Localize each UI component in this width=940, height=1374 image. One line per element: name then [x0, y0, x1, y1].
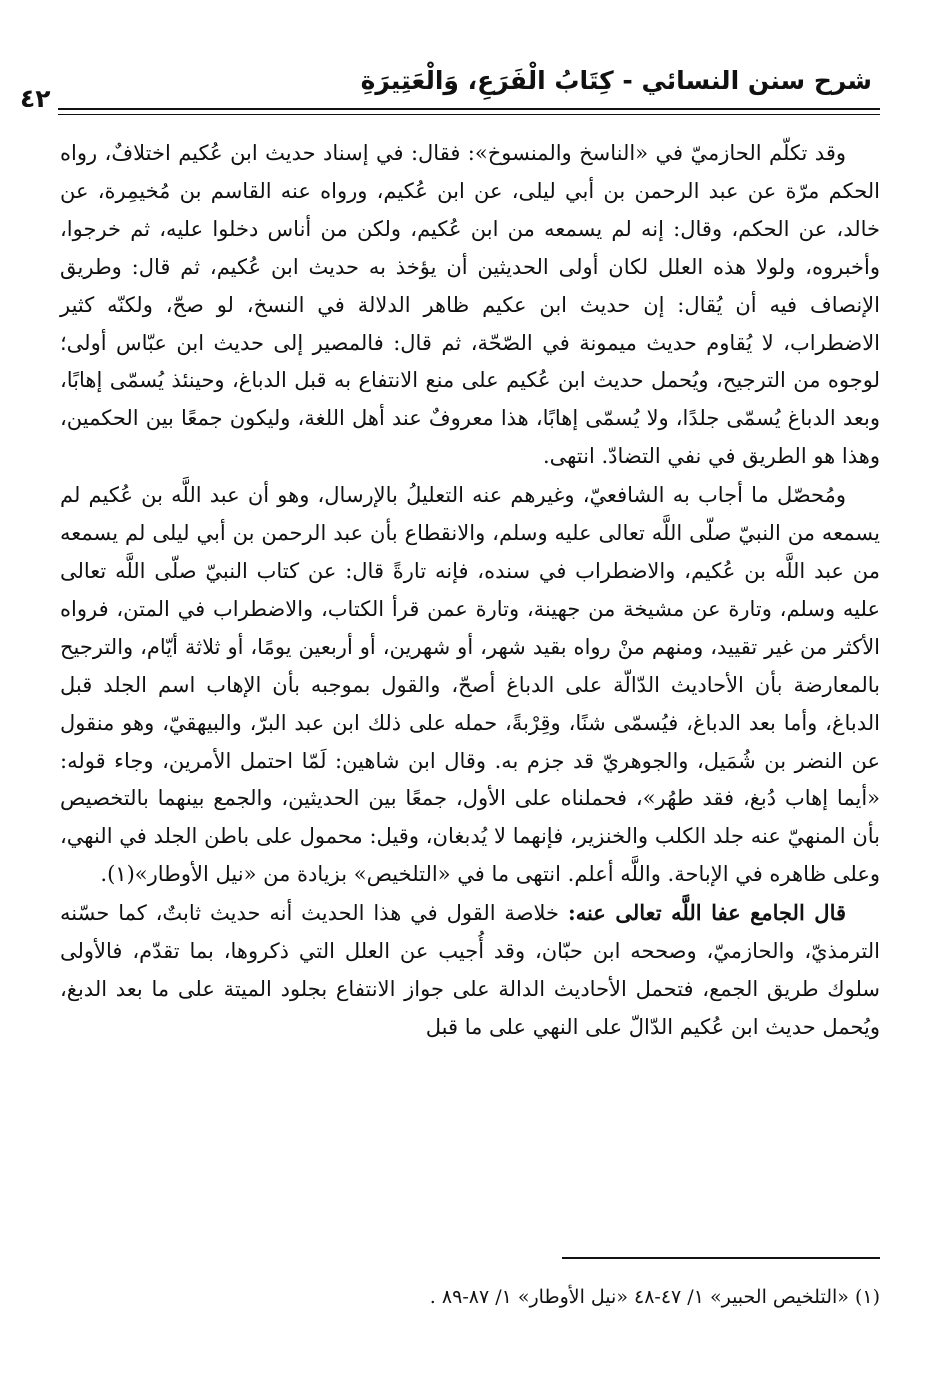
paragraph [60, 476, 880, 894]
paragraph [60, 894, 880, 1047]
page-header [58, 58, 880, 114]
footnote-separator [562, 1257, 880, 1259]
running-title: شرح سنن النسائي - كِتَابُ الْفَرَعِ، وَالْعَتِيرَةِ [360, 66, 872, 95]
paragraph [60, 134, 880, 476]
body-text [60, 134, 880, 1047]
page-number: ٤٢ [20, 84, 51, 113]
paragraph-text: خلاصة القول في هذا الحديث أنه حديث ثابتٌ، كما حسّنه الترمذيّ، والحازميّ، وصححه ابن حبّان، وقد أُجيب عن العلل التي ذكروها، بما تقدّم، فالأولى سلوك طريق الجمع، فتحمل الأحاديث الدالة على جواز الانتفاع بجلود الميتة على ما بعد الدبغ، ويُحمل حديث ابن عُكيم الدّالّ على النهي على ما قبل [60, 901, 880, 1039]
footnote: (١) «التلخيص الحبير» ١/ ٤٧-٤٨ «نيل الأوطار» ١/ ٨٧-٨٩ . [429, 1286, 880, 1308]
paragraph-lead: قال الجامع عفا اللَّه تعالى عنه: [567, 900, 847, 926]
paragraph-text: ومُحصّل ما أجاب به الشافعيّ، وغيرهم عنه التعليلُ بالإرسال، وهو أن عبد اللَّه بن عُكيم لم يسمعه من النبيّ صلّى اللَّه تعالى عليه وسلم، والانقطاع بأن عبد الرحمن بن أبي ليلى لم يسمعه من عبد اللَّه بن عُكيم، والاضطراب في سنده، فإنه تارةً قال: عن كتاب النبيّ صلّى اللَّه تعالى عليه وسلم، وتارة عن مشيخة من جهينة، وتارة عمن قرأ الكتاب، والاضطراب في المتن، فرواه الأكثر من غير تقييد، ومنهم منْ رواه بقيد شهر، أو شهرين، أو أربعين يومًا، أو ثلاثة أيّام، والترجيح بالمعارضة بأن الأحاديث الدّالّة على الدباغ أصحّ، والقول بموجبه بأن الإهاب اسم الجلد قبل الدباغ، وأما بعد الدباغ، فيُسمّى شنًا، وقِرْبةً، حمله على ذلك ابن عبد البرّ، والبيهقيّ، وهو منقول عن النضر بن شُمَيل، والجوهريّ قد جزم به. وقال ابن شاهين: لَمّا احتمل الأمرين، وجاء قوله: «أيما إهاب دُبغ، فقد طهُر»، فحملناه على الأول، جمعًا بين الحديثين، والجمع بينهما بالتخصيص بأن المنهيّ عنه جلد الكلب والخنزير، فإنهما لا يُدبغان، وقيل: محمول على باطن الجلد في النهي، وعلى ظاهره في الإباحة. واللَّه أعلم. انتهى ما في «التلخيص» بزيادة من «نيل الأوطار»(١). [60, 483, 880, 887]
header-rule [58, 108, 880, 115]
paragraph-text: وقد تكلّم الحازميّ في «الناسخ والمنسوخ»: فقال: في إسناد حديث ابن عُكيم اختلافٌ، رواه الحكم مرّة عن عبد الرحمن بن أبي ليلى، عن ابن عُكيم، ورواه عنه القاسم بن مُخيمِرة، عن خالد، عن الحكم، وقال: إنه لم يسمعه من ابن عُكيم، ولكن من أناس دخلوا عليه، ثم خرجوا، وأخبروه، ولولا هذه العلل لكان أولى الحديثين أن يؤخذ به حديث ابن عُكيم، ثم قال: وطريق الإنصاف فيه أن يُقال: إن حديث ابن عكيم ظاهر الدلالة في النسخ، لو صحّ، ولكنّه كثير الاضطراب، لا يُقاوم حديث ميمونة في الصّحّة، ثم قال: فالمصير إلى حديث ابن عبّاس أولى؛ لوجوه من الترجيح، ويُحمل حديث ابن عُكيم على منع الانتفاع به قبل الدباغ، وحينئذ يُسمّى إهابًا، وبعد الدباغ يُسمّى جلدًا، ولا يُسمّى إهابًا، هذا معروفٌ عند أهل اللغة، وليكون جمعًا بين الحكمين، وهذا هو الطريق في نفي التضادّ. انتهى. [60, 141, 880, 469]
